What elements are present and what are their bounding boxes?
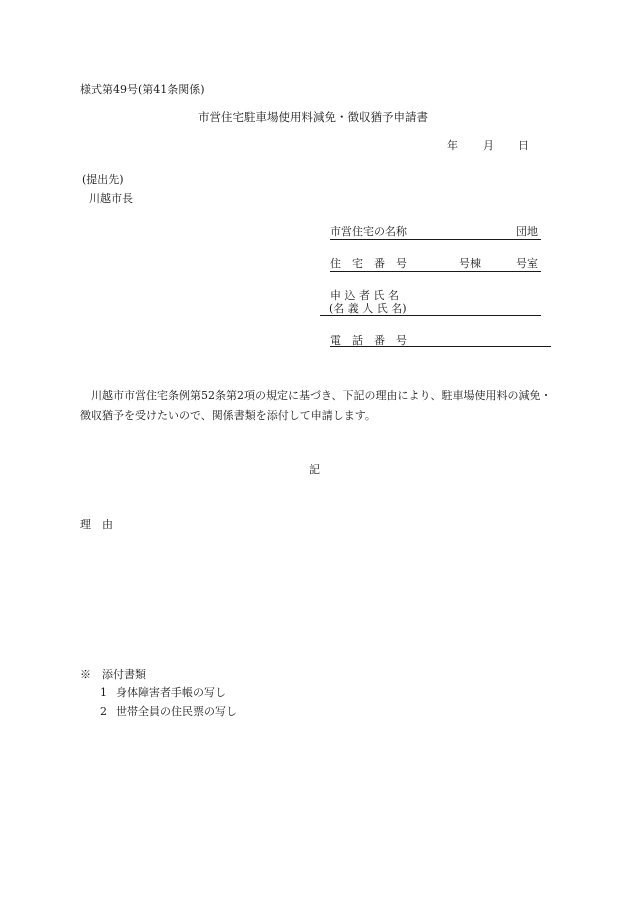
date-month-label: 月 [483,139,494,152]
ki-heading: 記 [309,463,320,476]
document-title: 市営住宅駐車場使用料減免・徴収猶予申請書 [198,110,428,124]
date-year-label: 年 [447,139,458,152]
recipient-label: (提出先) [82,173,124,186]
nominee-name-label: (名 義 人 氏 名) [329,302,407,315]
unit-number-underline [330,271,541,272]
applicant-name-label: 申 込 者 氏 名 [330,289,399,302]
form-number: 様式第49号(第41条関係) [80,83,205,96]
attachment-number: 1 [100,686,107,699]
attachment-number: 2 [100,705,107,718]
phone-number-underline [330,346,551,347]
phone-number-label: 電 話 番 号 [330,334,407,347]
unit-building-suffix: 号棟 [459,257,481,270]
housing-name-label: 市営住宅の名称 [330,225,407,238]
recipient-name: 川越市長 [89,192,133,205]
attachment-text: 世帯全員の住民票の写し [116,705,237,718]
application-statement: 川越市市営住宅条例第52条第2項の規定に基づき、下記の理由により、駐車場使用料の減免・徴収猶予を受けたいので、関係書類を添付して申請します。 [80,389,552,422]
unit-room-suffix: 号室 [516,257,538,270]
attachment-text: 身体障害者手帳の写し [116,686,226,699]
applicant-name-underline [320,315,541,316]
unit-number-label: 住 宅 番 号 [330,257,407,270]
attachments-heading: ※ 添付書類 [80,668,146,681]
date-day-label: 日 [518,139,529,152]
housing-name-suffix: 団地 [516,225,538,238]
housing-name-underline [330,239,541,240]
reason-label: 理 由 [80,518,113,531]
